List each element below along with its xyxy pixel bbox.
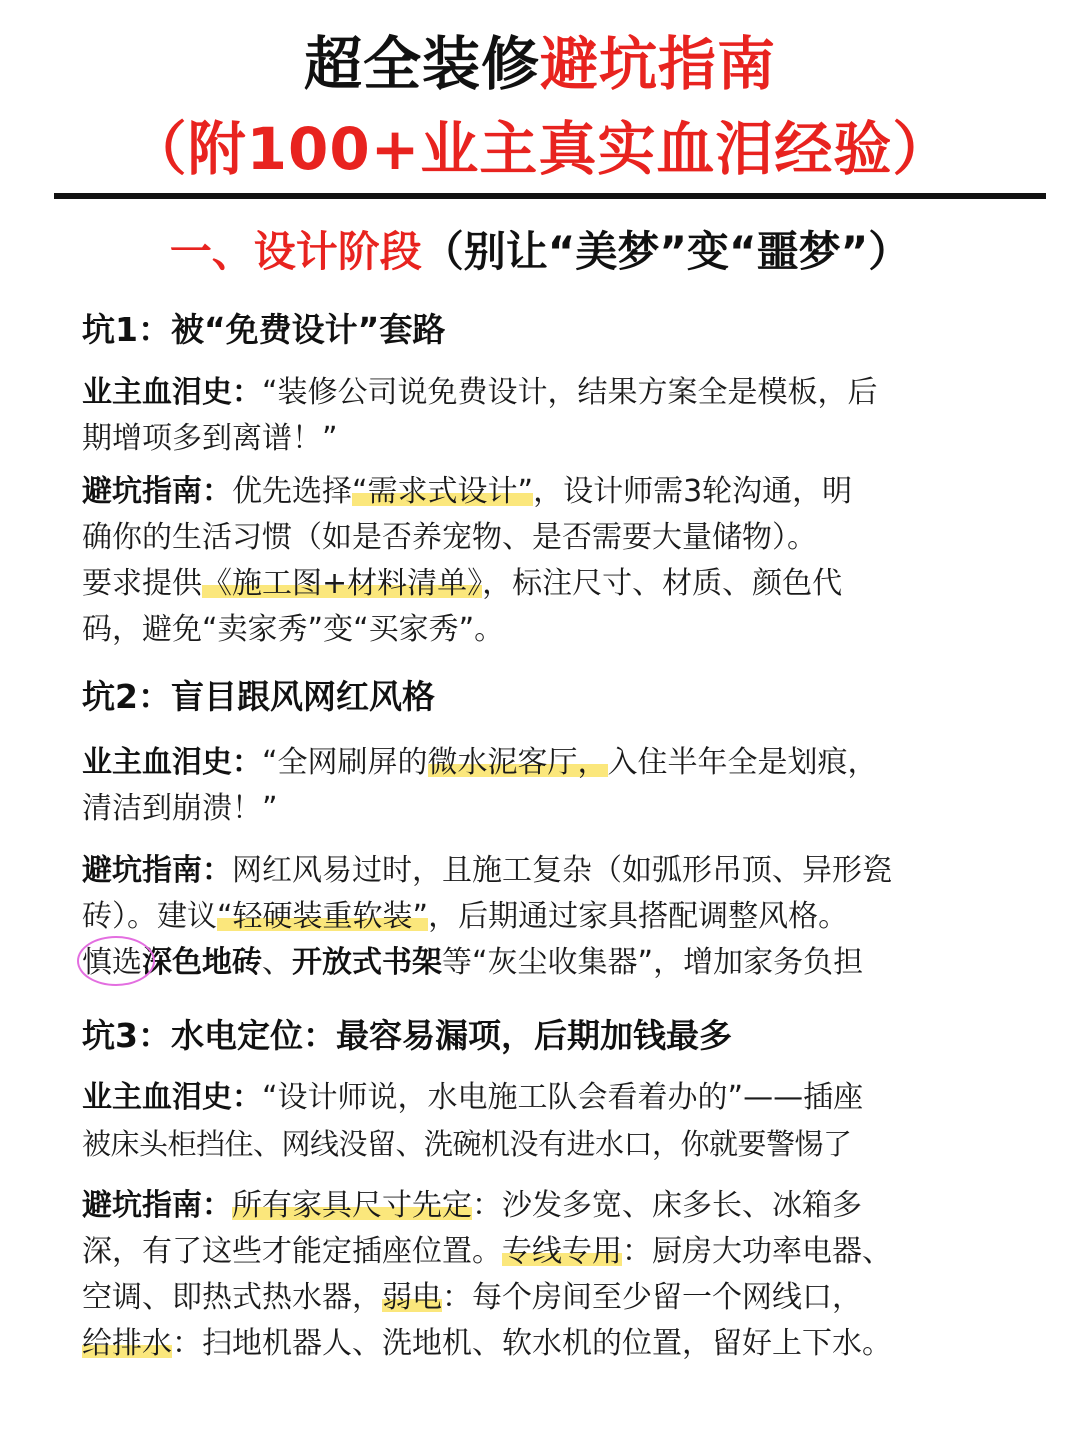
text-line: 被床头柜挡住、网线没留、洗碗机没有进水口，你就要警惕了: [82, 1127, 852, 1161]
title-accent: 避坑指南: [540, 30, 777, 98]
story-text: “全网刷屏的: [262, 745, 428, 780]
story-text: “设计师说，水电施工队会看着办的”——插座: [262, 1080, 864, 1115]
guide-label: 避坑指南：: [82, 474, 232, 509]
page-title-line-2: [0, 113, 1080, 185]
guide-text: 空调、即热式热水器，: [82, 1280, 382, 1315]
section-subtitle: （别让“美梦”变“噩梦”）: [421, 227, 911, 276]
bold-term: 开放式书架: [292, 945, 442, 980]
highlight: 微水泥客厅，: [427, 745, 608, 780]
guide-text: 深，有了这些才能定插座位置。: [82, 1234, 502, 1269]
text-line: [82, 1321, 1007, 1367]
guide-text: ：扫地机器人、洗地机、软水机的位置，留好上下水。: [172, 1326, 892, 1361]
guide-text: 、: [262, 945, 292, 980]
highlight: 给排水: [82, 1326, 172, 1361]
pit-3-story: [82, 1075, 1007, 1167]
highlight: “轻硬装重软装”: [217, 899, 429, 934]
highlight: 所有家具尺寸先定: [232, 1188, 472, 1223]
hand-drawn-circle: [77, 936, 155, 986]
text-line: [82, 740, 1007, 786]
text-line: [82, 1229, 1007, 1275]
guide-text: 优先选择: [232, 474, 352, 509]
highlight: “需求式设计”: [352, 474, 534, 509]
bold-term: 深色地砖: [142, 945, 262, 980]
story-label: 业主血泪史：: [82, 1080, 262, 1115]
pit-2-story: [82, 740, 1007, 832]
text-line: 期增项多到离谱！”: [82, 421, 338, 456]
guide-text: 要求提供: [82, 566, 202, 601]
guide-text: 砖）。建议: [82, 899, 217, 934]
story-text: 入住半年全是划痕，: [607, 745, 878, 780]
story-label: 业主血泪史：: [82, 375, 262, 410]
pit-2-guide: [82, 848, 1007, 986]
guide-label: 避坑指南：: [82, 853, 232, 888]
text-line: [82, 469, 1007, 515]
story-label: 业主血泪史：: [82, 745, 262, 780]
title-paren-open: （附100+业主: [128, 115, 539, 183]
page-title-line-1: [0, 28, 1080, 100]
text-line: [82, 894, 1007, 940]
title-part: 超全装修: [303, 30, 540, 98]
pit-1-heading: 坑1：被“免费设计”套路: [82, 310, 446, 349]
text-line: 码，避免“卖家秀”变“买家秀”。: [82, 612, 505, 647]
text-line: [82, 1075, 1007, 1121]
guide-text: ：沙发多宽、床多长、冰箱多: [472, 1188, 862, 1223]
pit-1-guide: [82, 469, 1007, 653]
text-line: [82, 940, 1007, 986]
text-line: 清洁到崩溃！”: [82, 791, 278, 826]
section-heading: [0, 222, 1080, 282]
pit-3-heading: 坑3：水电定位：最容易漏项，后期加钱最多: [82, 1016, 732, 1055]
highlight: 专线专用: [502, 1234, 622, 1269]
text-line: 确你的生活习惯（如是否养宠物、是否需要大量储物）。: [82, 520, 817, 555]
guide-text: 等“灰尘收集器”，增加家务负担: [442, 945, 864, 980]
pit-1-story: [82, 370, 1007, 462]
text-line: [82, 1183, 1007, 1229]
title-paren-close: ）: [892, 115, 952, 183]
text-line: [82, 1275, 1007, 1321]
highlight: 弱电: [382, 1280, 442, 1315]
pit-3-guide: [82, 1183, 1007, 1367]
section-name: 设计阶段: [253, 227, 422, 276]
story-text: “装修公司说免费设计，结果方案全是模板，后: [262, 375, 878, 410]
text-line: [82, 370, 1007, 416]
circled-text: 慎选: [82, 945, 142, 980]
section-number: 一、: [169, 227, 254, 276]
guide-text: ：每个房间至少留一个网线口，: [442, 1280, 862, 1315]
guide-text: ，后期通过家具搭配调整风格。: [428, 899, 849, 934]
guide-label: 避坑指南：: [82, 1188, 232, 1223]
guide-text: 网红风易过时，且施工复杂（如弧形吊顶、异形瓷: [232, 853, 892, 888]
guide-text: ：厨房大功率电器、: [622, 1234, 892, 1269]
guide-text: ，设计师需3轮沟通，明: [533, 474, 853, 509]
pit-2-heading: 坑2：盲目跟风网红风格: [82, 677, 435, 716]
text-line: [82, 561, 1007, 607]
guide-text: ，标注尺寸、材质、颜色代: [482, 566, 843, 601]
text-line: [82, 848, 1007, 894]
highlight: 《施工图+材料清单》: [202, 566, 483, 601]
title-accent-2: 真实血泪经验: [538, 115, 893, 183]
title-divider: [54, 193, 1046, 199]
